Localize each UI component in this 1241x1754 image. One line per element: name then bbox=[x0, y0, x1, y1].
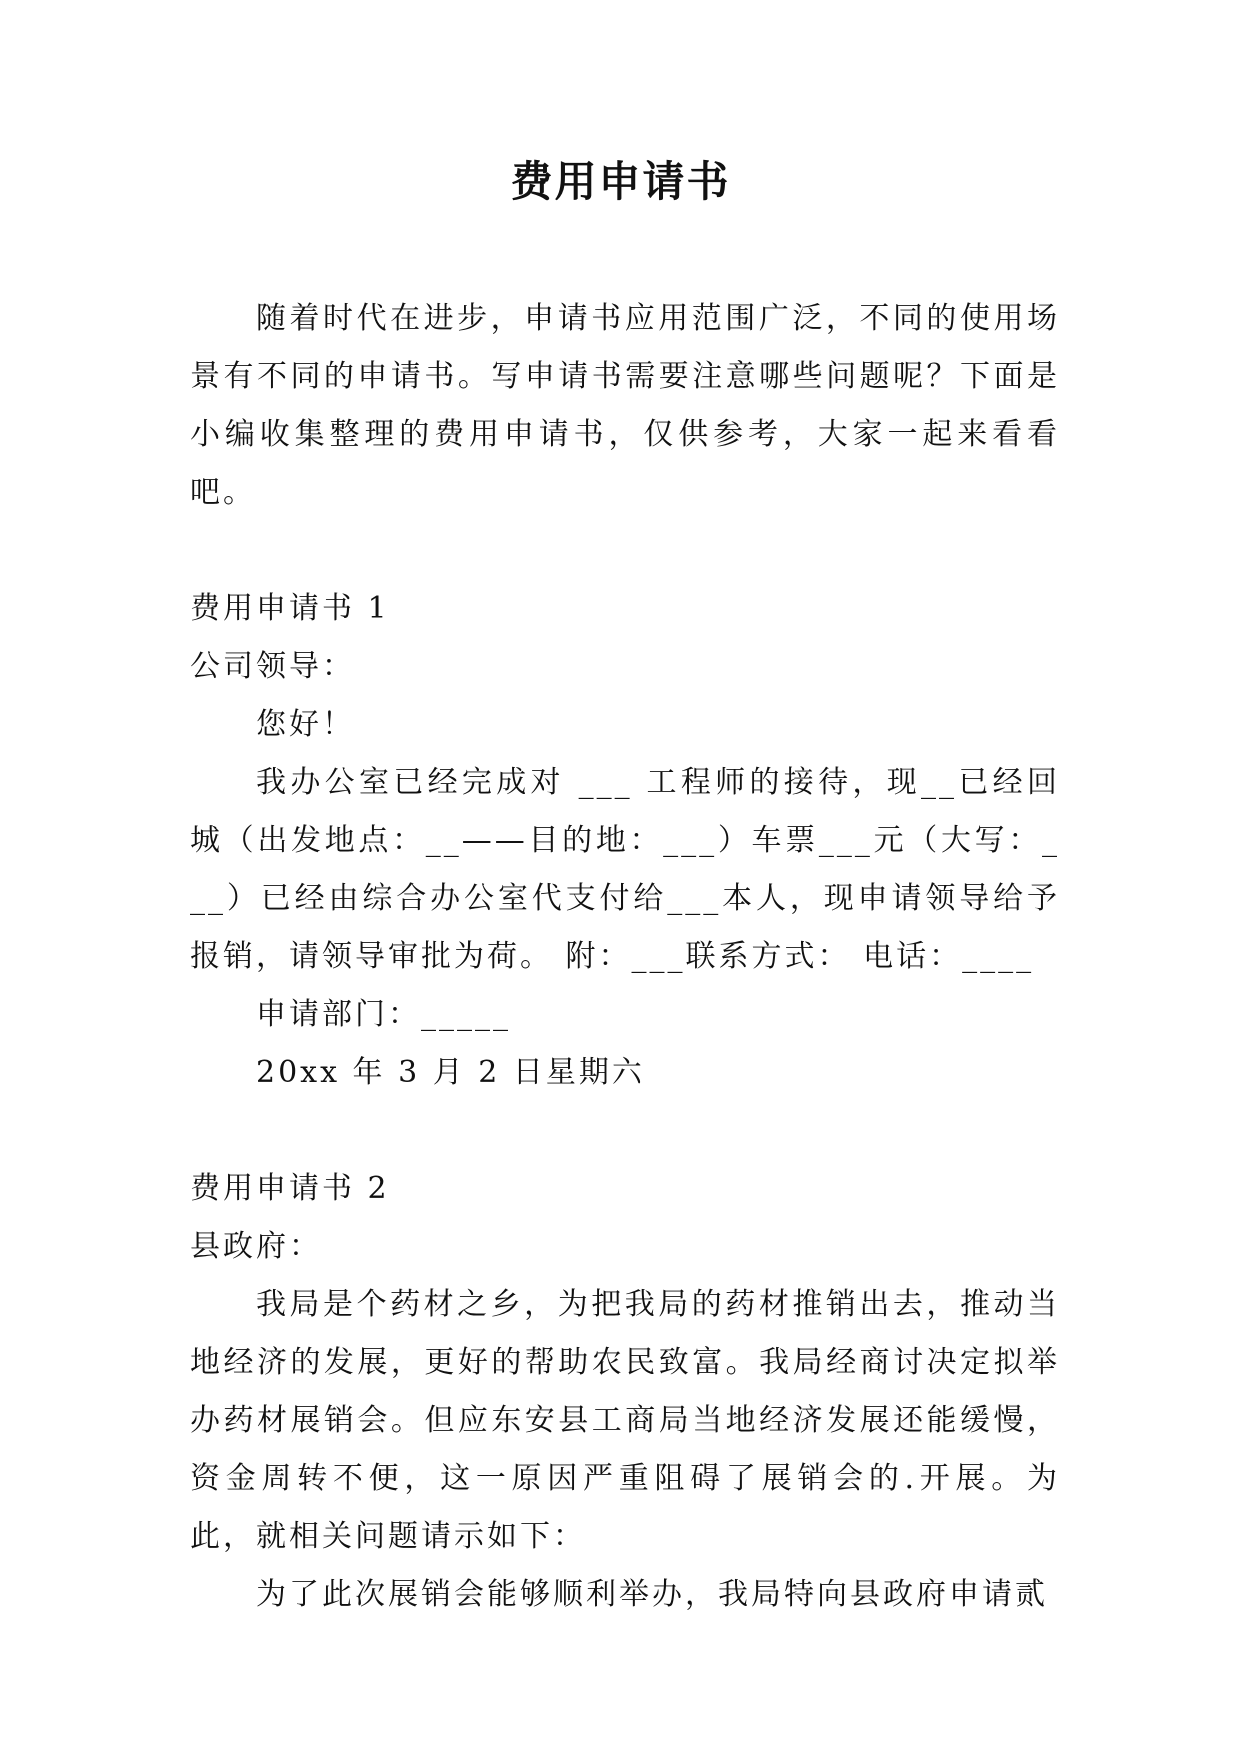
section2-body-2: 为了此次展销会能够顺利举办，我局特向县政府申请贰 bbox=[256, 1577, 1048, 1612]
spacer bbox=[190, 522, 1060, 580]
section2-addressee: 县政府： bbox=[190, 1229, 322, 1264]
spacer bbox=[190, 1102, 1060, 1160]
document-title: 费用申请书 bbox=[510, 157, 731, 206]
section1-greeting: 您好！ bbox=[256, 707, 355, 742]
document-body bbox=[190, 290, 1060, 1624]
section1-addressee: 公司领导： bbox=[190, 649, 355, 684]
section1-heading: 费用申请书 1 bbox=[190, 591, 390, 626]
section1-body: 我办公室已经完成对 ___ 工程师的接待，现__已经回城（出发地点：__——目的地：___）车票___元（大写：___）已经由综合办公室代支付给___本人，现申请领导给予报销，请领导审批为荷。 附：___联系方式： 电话：____ bbox=[190, 765, 1060, 974]
section1-date: 20xx 年 3 月 2 日星期六 bbox=[256, 1055, 645, 1090]
section2-body-1: 我局是个药材之乡，为把我局的药材推销出去，推动当地经济的发展，更好的帮助农民致富。我局经商讨决定拟举办药材展销会。但应东安县工商局当地经济发展还能缓慢，资金周转不便，这一原因严重阻碍了展销会的.开展。为此，就相关问题请示如下： bbox=[190, 1287, 1060, 1554]
section2-heading: 费用申请书 2 bbox=[190, 1171, 390, 1206]
intro-paragraph: 随着时代在进步，申请书应用范围广泛，不同的使用场景有不同的申请书。写申请书需要注意哪些问题呢？下面是小编收集整理的费用申请书，仅供参考，大家一起来看看吧。 bbox=[190, 301, 1060, 510]
section1-department: 申请部门：_____ bbox=[256, 997, 511, 1032]
